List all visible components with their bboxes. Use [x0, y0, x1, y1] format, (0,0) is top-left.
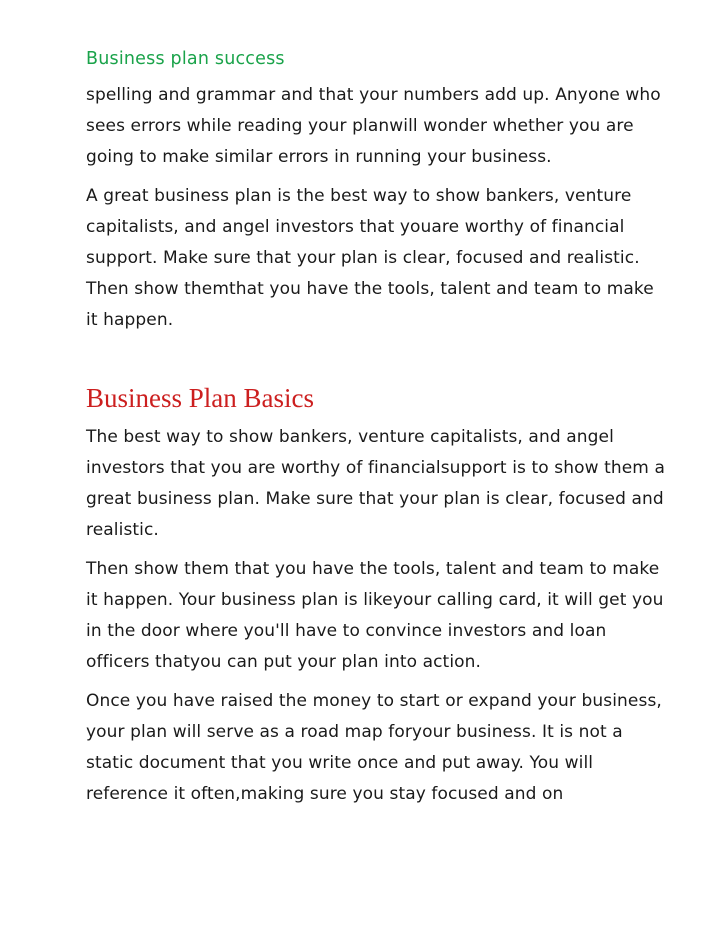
- intro-paragraph-1: spelling and grammar and that your numbers add up. Anyone who sees errors while reading your planwill wonder whether you are going to make similar errors in running your business.: [86, 85, 661, 167]
- page-header-title: Business plan success: [86, 49, 285, 69]
- section-spacer: [86, 344, 666, 380]
- section-paragraph-2: Then show them that you have the tools, talent and team to make it happen. Your business plan is likeyour calling card, it will get you in the door where you'll have to convince investors and loan officers thatyou can put your plan into action.: [86, 559, 664, 672]
- section-paragraph-1: The best way to show bankers, venture capitalists, and angel investors that you are worthy of financialsupport is to show them a great business plan. Make sure that your plan is clear, focused and realistic.: [86, 427, 665, 540]
- section-heading: Business Plan Basics: [86, 383, 315, 413]
- intro-paragraph-2: A great business plan is the best way to show bankers, venture capitalists, and angel investors that youare worthy of financial support. Make sure that your plan is clear, focused and realistic. Then show themthat you have the tools, talent and team to make it happen.: [86, 186, 654, 330]
- section-paragraph-3: Once you have raised the money to start or expand your business, your plan will serve as a road map foryour business. It is not a static document that you write once and put away. You will reference it often,making sure you stay focused and on: [86, 691, 662, 804]
- page-content: [86, 44, 666, 818]
